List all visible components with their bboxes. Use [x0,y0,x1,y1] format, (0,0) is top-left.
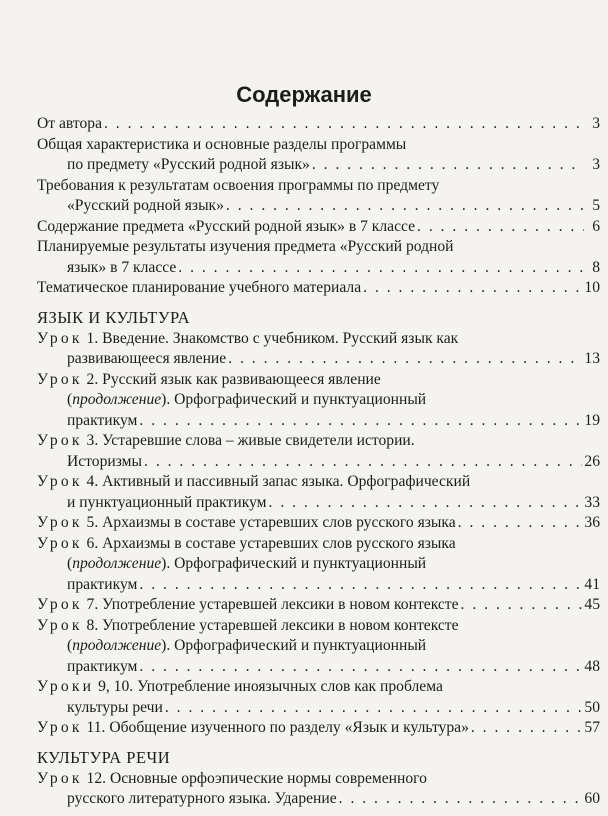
lesson-label: Урок [37,534,83,552]
entry-text: Историзмы [67,452,143,470]
lesson-number: 3. [82,432,103,449]
leader-dots [139,575,582,596]
lesson-entry [0,595,608,616]
page-title: Содержание [236,82,372,107]
page-number: 10 [584,279,600,296]
leader-dots [458,513,583,534]
lesson-entry [0,677,608,718]
page-number: 19 [584,411,600,429]
section-gap [0,739,608,747]
section-heading: ЯЗЫК И КУЛЬТУРА [37,307,190,327]
leader-dots [139,411,582,432]
toc-entry [0,114,608,135]
lesson-entry [0,472,608,513]
lesson-number: 5. [82,514,103,531]
entry-text: Урок 11. Обобщение изученного по разделу «Язык и культура» [37,719,469,736]
page-number: 6 [592,217,600,235]
leader-dots [363,278,582,299]
entry-text: культуры речи [67,698,163,716]
entry-text: Урок 5. Архаизмы в составе устаревших слов русского языка [37,514,456,531]
lesson-number: 1. [82,329,103,347]
entry-text: русского литературного языка. Ударение [67,790,337,807]
lesson-number: 4. [82,473,103,490]
leader-dots [144,452,582,473]
lesson-label: Урок [37,616,83,634]
leader-dots [226,196,584,217]
lesson-label: Уроки [37,678,95,695]
leader-dots [165,698,583,719]
lesson-entry [0,370,608,432]
lesson-entry [0,431,608,472]
leader-dots [104,114,584,135]
lesson-label: Урок [37,514,83,531]
entry-text: (продолжение). Орфографический и пунктуационный [67,555,427,572]
entry-text: развивающееся явление [67,350,227,367]
page-number: 26 [584,452,600,470]
lesson-number: 8. [82,616,103,634]
entry-text: (продолжение). Орфографический и пунктуационный [67,637,427,654]
lesson-label: Урок [37,329,83,347]
page-number: 8 [592,258,600,276]
entry-text: Общая характеристика и основные разделы программы [37,135,407,153]
lesson-number: 6. [82,534,103,552]
entry-text: Тематическое планирование учебного материала [37,279,362,296]
page-number: 45 [584,596,600,613]
page-number: 3 [592,115,600,132]
entry-text: Урок 12. Основные орфоэпические нормы современного [37,769,427,787]
page-number: 50 [584,698,600,716]
lesson-entry [0,513,608,534]
lesson-label: Урок [37,719,83,736]
lesson-label: Урок [37,596,83,613]
leader-dots [461,595,583,616]
entry-text: (продолжение). Орфографический и пунктуационный [67,391,427,408]
entry-text: практикум [67,575,138,593]
table-of-contents [0,114,608,810]
lesson-entry [0,616,608,678]
entry-text: Планируемые результаты изучения предмета «Русский родной [37,238,454,255]
leader-dots [471,718,583,739]
section-heading: КУЛЬТУРА РЕЧИ [37,747,171,767]
toc-entry [0,217,608,238]
entry-text: Уроки 9, 10. Употребление иноязычных слов как проблема [37,678,443,695]
lesson-label: Урок [37,473,83,490]
toc-entry [0,278,608,299]
lesson-number: 2. [82,370,103,388]
toc-entry [0,237,608,278]
entry-text: Урок 7. Употребление устаревшей лексики в новом контексте [37,596,459,613]
entry-text: практикум [67,657,138,675]
lesson-entry [0,769,608,810]
lesson-number: 7. [82,596,103,613]
entry-text: «Русский родной язык» [67,197,224,214]
page-number: 60 [584,790,600,807]
page-number: 33 [584,493,600,511]
leader-dots [228,349,582,370]
section-gap [0,299,608,307]
entry-text: От автора [37,115,102,132]
entry-text: язык» в 7 классе [67,258,177,276]
lesson-label: Урок [37,769,83,787]
lesson-entry [0,718,608,739]
leader-dots [139,657,582,678]
lesson-entry [0,534,608,596]
page-number: 36 [584,514,600,531]
leader-dots [269,493,583,514]
page-number: 3 [592,156,600,173]
leader-dots [417,217,584,238]
leader-dots [178,258,584,279]
lesson-number: 11. [82,719,110,736]
entry-text: Урок 6. Архаизмы в составе устаревших слов русского языка [37,534,456,552]
page-number: 48 [584,657,600,675]
toc-entry [0,176,608,217]
entry-text: Требования к результатам освоения программы по предмету [37,176,440,194]
lesson-number: 9, 10. [94,678,138,695]
leader-dots [339,789,583,810]
lesson-label: Урок [37,432,83,449]
toc-entry [0,135,608,176]
entry-text: Урок 2. Русский язык как развивающееся явление [37,370,381,388]
page-number: 5 [592,197,600,214]
leader-dots [312,155,584,176]
entry-text: и пунктуационный практикум [67,493,267,511]
entry-text: Содержание предмета «Русский родной язык» в 7 классе [37,217,416,235]
entry-text: практикум [67,411,138,429]
page-number: 57 [584,719,600,736]
lesson-label: Урок [37,370,83,388]
page-number: 13 [584,350,600,367]
page-number: 41 [584,575,600,593]
entry-text: Урок 3. Устаревшие слова – живые свидетели истории. [37,432,415,449]
entry-text: Урок 4. Активный и пассивный запас языка. Орфографический [37,473,471,490]
entry-text: Урок 8. Употребление устаревшей лексики в новом контексте [37,616,459,634]
entry-text: Урок 1. Введение. Знакомство с учебником. Русский язык как [37,329,459,347]
lesson-number: 12. [82,769,110,787]
lesson-entry [0,329,608,370]
entry-text: по предмету «Русский родной язык» [67,156,310,173]
